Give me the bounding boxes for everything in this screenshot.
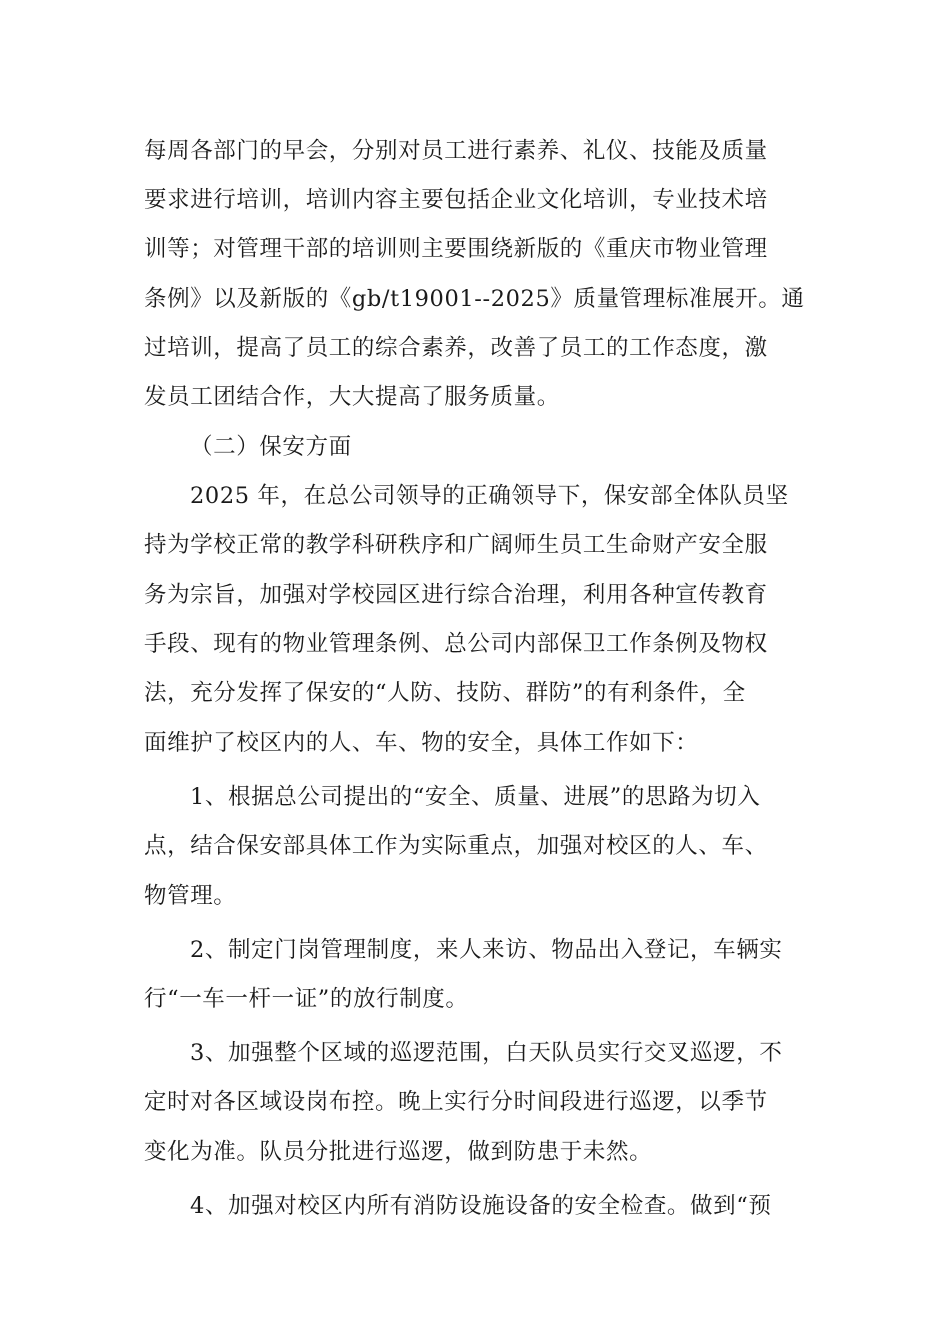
list-item-line: 3、加强整个区域的巡逻范围，白天队员实行交叉巡逻，不: [190, 1040, 783, 1066]
list-item-line: 2、制定门岗管理制度，来人来访、物品出入登记，车辆实: [190, 937, 783, 963]
paragraph-line: 点，结合保安部具体工作为实际重点，加强对校区的人、车、: [144, 833, 768, 859]
paragraph-line: 训等；对管理干部的培训则主要围绕新版的《重庆市物业管理: [144, 236, 768, 262]
paragraph-line: 要求进行培训，培训内容主要包括企业文化培训，专业技术培: [144, 187, 768, 213]
paragraph-line: 手段、现有的物业管理条例、总公司内部保卫工作条例及物权: [144, 631, 768, 657]
paragraph-line: 发员工团结合作，大大提高了服务质量。: [144, 384, 560, 410]
paragraph-line: 条例》以及新版的《gb/t19001--2025》质量管理标准展开。通: [144, 286, 805, 312]
list-item-line: 1、根据总公司提出的“安全、质量、进展”的思路为切入: [190, 784, 761, 810]
paragraph-line: 务为宗旨，加强对学校园区进行综合治理，利用各种宣传教育: [144, 582, 768, 608]
paragraph-line: 法，充分发挥了保安的“人防、技防、群防”的有利条件，全: [144, 680, 746, 706]
paragraph-line: 持为学校正常的教学科研秩序和广阔师生员工生命财产安全服: [144, 532, 768, 558]
paragraph-line: 变化为准。队员分批进行巡逻，做到防患于未然。: [144, 1139, 653, 1165]
paragraph-line: 过培训，提高了员工的综合素养，改善了员工的工作态度，激: [144, 335, 768, 361]
paragraph-line: 定时对各区域设岗布控。晚上实行分时间段进行巡逻，以季节: [144, 1089, 768, 1115]
paragraph-line: 每周各部门的早会，分别对员工进行素养、礼仪、技能及质量: [144, 138, 768, 164]
section-heading: （二）保安方面: [190, 434, 352, 460]
paragraph-line: 行“一车一杆一证”的放行制度。: [144, 986, 469, 1012]
paragraph-line: 物管理。: [144, 883, 237, 909]
paragraph-line: 面维护了校区内的人、车、物的安全，具体工作如下：: [144, 730, 699, 756]
list-item-line: 4、加强对校区内所有消防设施设备的安全检查。做到“预: [190, 1193, 772, 1219]
paragraph-line: 2025 年，在总公司领导的正确领导下，保安部全体队员坚: [190, 483, 789, 509]
